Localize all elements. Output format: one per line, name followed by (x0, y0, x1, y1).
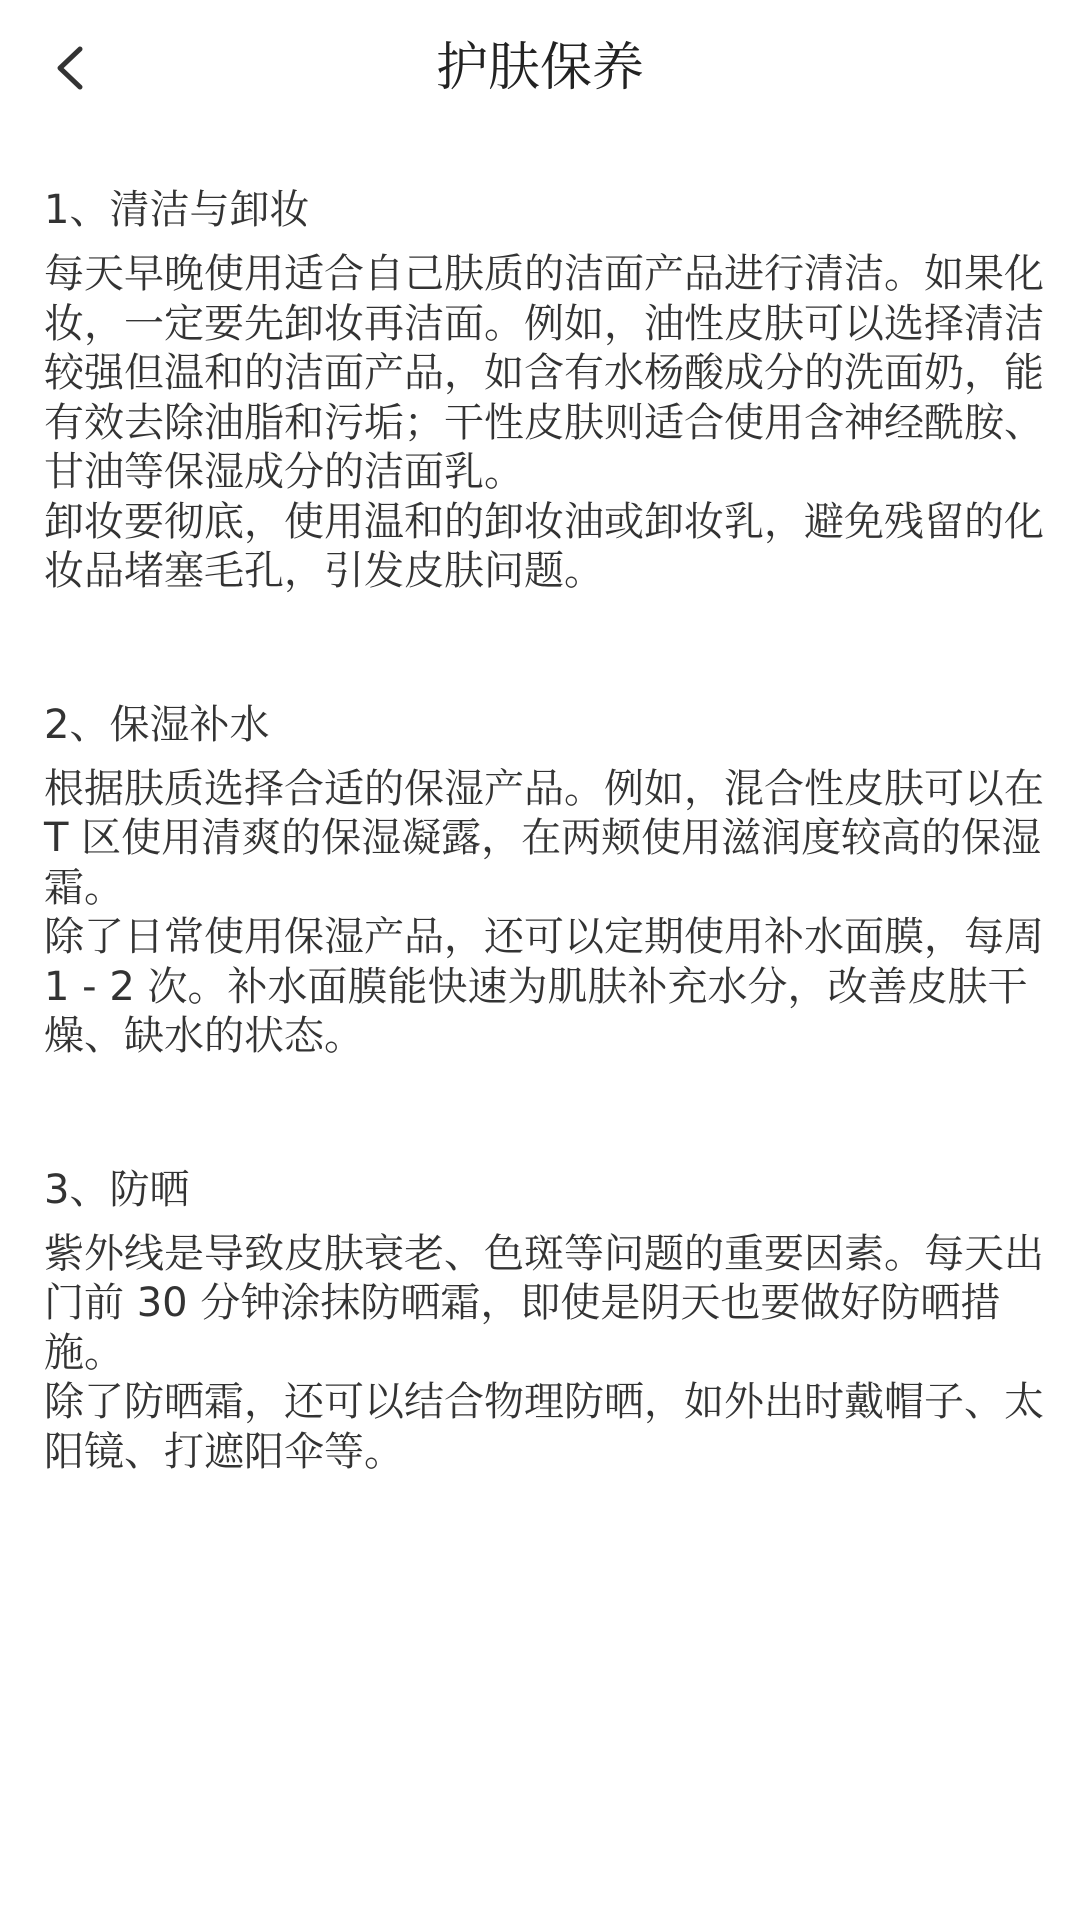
section-paragraph: 卸妆要彻底，使用温和的卸妆油或卸妆乳，避免残留的化妆品堵塞毛孔，引发皮肤问题。 (44, 498, 1044, 594)
section-paragraph: 除了日常使用保湿产品，还可以定期使用补水面膜，每周 1 - 2 次。补水面膜能快速为肌肤补充水分，改善皮肤干燥、缺水的状态。 (44, 914, 1044, 1059)
section-cleansing (44, 182, 1054, 597)
section-sunscreen (44, 1162, 1054, 1478)
section-paragraph: 除了防晒霜，还可以结合物理防晒，如外出时戴帽子、太阳镜、打遮阳伞等。 (44, 1379, 1044, 1475)
section-title: 3、防晒 (44, 1166, 190, 1213)
section-moisturizing (44, 697, 1054, 1062)
page-title: 护肤保养 (435, 38, 644, 98)
section-paragraph: 每天早晚使用适合自己肤质的洁面产品进行清洁。如果化妆，一定要先卸妆再洁面。例如，油性皮肤可以选择清洁较强但温和的洁面产品，如含有水杨酸成分的洗面奶，能有效去除油脂和污垢；干性皮肤则适合使用含神经酰胺、甘油等保湿成分的洁面乳。 (44, 251, 1044, 495)
article-content (44, 182, 1054, 1477)
section-paragraph: 根据肤质选择合适的保湿产品。例如，混合性皮肤可以在 T 区使用清爽的保湿凝露，在两颊使用滋润度较高的保湿霜。 (44, 765, 1044, 911)
section-title: 2、保湿补水 (44, 701, 270, 748)
section-paragraph: 紫外线是导致皮肤衰老、色斑等问题的重要因素。每天出门前 30 分钟涂抹防晒霜，即使是阴天也要做好防晒措施。 (44, 1230, 1044, 1376)
section-title: 1、清洁与卸妆 (44, 187, 310, 233)
top-bar (0, 0, 1080, 135)
